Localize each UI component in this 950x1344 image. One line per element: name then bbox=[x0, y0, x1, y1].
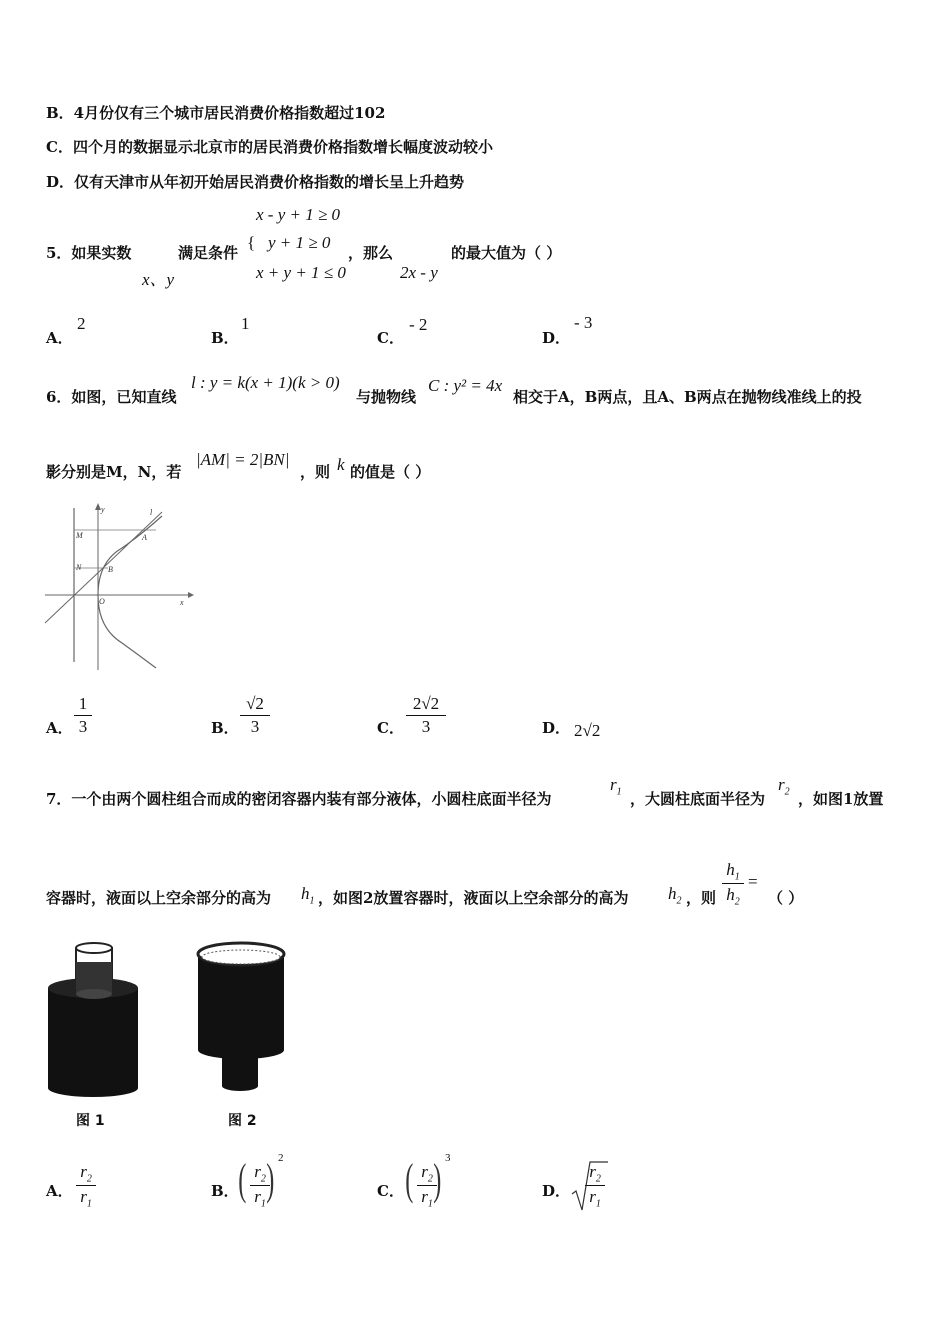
q6-parabola-figure bbox=[40, 500, 200, 675]
q5-option-c-value: - 2 bbox=[409, 315, 428, 334]
q5-option-c-label: C． bbox=[377, 329, 404, 347]
q7-text-5: ，如图2放置容器时，液面以上空余部分的高为 bbox=[318, 889, 629, 907]
q6-condition: |AM| = 2|BN| bbox=[196, 450, 290, 469]
q6-option-b-den: 3 bbox=[250, 717, 260, 736]
q6-option-d-label: D． bbox=[542, 719, 571, 737]
q7-text-6: ，则 bbox=[686, 889, 717, 907]
q7-option-a-label: A． bbox=[46, 1182, 73, 1200]
q5-text-2: 满足条件 bbox=[178, 244, 239, 262]
q6-option-a-fraction bbox=[74, 694, 92, 737]
q7-text-1: 7．一个由两个圆柱组合而成的密闭容器内装有部分液体，小圆柱底面半径为 bbox=[46, 790, 552, 808]
q7-container-figures bbox=[44, 940, 304, 1100]
label-y: y bbox=[101, 505, 105, 514]
q6-text-4: 影分别是M，N，若 bbox=[46, 463, 182, 481]
q7-r1: $r_1$ bbox=[610, 775, 622, 798]
q7-equals: = bbox=[748, 872, 758, 891]
q6-option-a-label: A． bbox=[46, 719, 73, 737]
q5-constraint-2: y + 1 ≥ 0 bbox=[268, 233, 331, 252]
q7-option-b-fraction: $r_2$ $r_1$ bbox=[250, 1162, 270, 1210]
q6-option-c-num: 2√2 bbox=[412, 694, 440, 713]
q7-r2: $r_2$ bbox=[778, 775, 790, 798]
q4-option-c: C．四个月的数据显示北京市的居民消费价格指数增长幅度波动较小 bbox=[46, 138, 493, 156]
label-m: M bbox=[76, 531, 83, 540]
q7-text-4: 容器时，液面以上空余部分的高为 bbox=[46, 889, 272, 907]
q5-text-3: ，那么 bbox=[348, 244, 394, 262]
q7-option-b-right-paren: ) bbox=[266, 1155, 275, 1204]
q6-option-b-fraction bbox=[240, 694, 270, 737]
q6-option-c-den: 3 bbox=[421, 717, 431, 736]
q7-figure-1-caption: 图 1 bbox=[76, 1113, 105, 1129]
q7-option-c-power: 3 bbox=[445, 1152, 451, 1164]
q7-figure-2-caption: 图 2 bbox=[228, 1113, 257, 1129]
container-figure-2 bbox=[198, 943, 284, 1091]
q5-constraint-3: x + y + 1 ≤ 0 bbox=[256, 263, 346, 282]
q6-parabola-equation: C : y² = 4x bbox=[428, 376, 503, 395]
q6-text-2: 与抛物线 bbox=[356, 388, 417, 406]
q6-option-a-num: 1 bbox=[78, 694, 88, 713]
q7-option-c-left-paren: ( bbox=[405, 1155, 414, 1204]
q5-option-b-value: 1 bbox=[241, 314, 250, 333]
parabola-upper bbox=[98, 516, 162, 595]
q7-option-d-fraction: $r_2$ $r_1$ bbox=[585, 1162, 605, 1210]
q7-text-3: ，如图1放置 bbox=[798, 790, 884, 808]
q6-line-equation: l : y = k(x + 1)(k > 0) bbox=[191, 373, 340, 392]
q5-option-a-value: 2 bbox=[77, 314, 86, 333]
q7-option-c-right-paren: ) bbox=[433, 1155, 442, 1204]
x-axis-arrow bbox=[188, 592, 194, 598]
label-a: A bbox=[142, 533, 147, 542]
q7-option-b-label: B． bbox=[211, 1182, 239, 1200]
label-n: N bbox=[76, 563, 82, 572]
q6-text-3: 相交于A，B两点，且A、B两点在抛物线准线上的投 bbox=[513, 388, 862, 406]
q6-option-b-label: B． bbox=[211, 719, 239, 737]
q7-ratio-fraction bbox=[722, 860, 744, 908]
q7-option-d-label: D． bbox=[542, 1182, 571, 1200]
label-o: O bbox=[99, 597, 105, 606]
q6-option-c-label: C． bbox=[377, 719, 404, 737]
q6-text-6: 的值是（ ） bbox=[350, 463, 431, 481]
container-figure-1 bbox=[48, 943, 138, 1097]
q7-text-7: （ ） bbox=[768, 889, 804, 907]
q5-option-d-value: - 3 bbox=[574, 313, 593, 332]
q5-brace: { bbox=[247, 233, 256, 252]
q5-option-d-label: D． bbox=[542, 329, 571, 347]
q5-option-a-label: A． bbox=[46, 329, 73, 347]
q7-option-b-left-paren: ( bbox=[238, 1155, 247, 1204]
q7-h2: $h_2$ bbox=[668, 884, 682, 907]
q4-option-b: B．4月份仅有三个城市居民消费价格指数超过102 bbox=[46, 104, 386, 122]
parabola-lower bbox=[98, 595, 156, 668]
q6-option-c-fraction bbox=[406, 694, 446, 737]
q6-option-b-num: √2 bbox=[246, 694, 264, 713]
q7-ratio-num: $h_1$ bbox=[726, 860, 740, 883]
q5-text-1: 5．如果实数 bbox=[46, 244, 132, 262]
label-l: l bbox=[150, 508, 153, 517]
q7-option-b-power: 2 bbox=[278, 1152, 284, 1164]
q5-expression: 2x - y bbox=[400, 263, 438, 282]
q4-option-d: D．仅有天津市从年初开始居民消费价格指数的增长呈上升趋势 bbox=[46, 173, 465, 191]
q7-option-c-label: C． bbox=[377, 1182, 404, 1200]
q5-constraint-1: x - y + 1 ≥ 0 bbox=[256, 205, 341, 224]
q6-text-5: ，则 bbox=[300, 463, 331, 481]
label-x: x bbox=[180, 598, 184, 607]
q6-text-1: 6．如图，已知直线 bbox=[46, 388, 177, 406]
q5-option-b-label: B． bbox=[211, 329, 239, 347]
q7-option-c-fraction: $r_2$ $r_1$ bbox=[417, 1162, 437, 1210]
q6-k: k bbox=[337, 455, 345, 474]
q7-h1: $h_1$ bbox=[301, 884, 315, 907]
q7-ratio-den: $h_2$ bbox=[726, 885, 740, 908]
label-b: B bbox=[108, 565, 113, 574]
q7-text-2: ，大圆柱底面半径为 bbox=[630, 790, 766, 808]
q6-option-d-value: 2√2 bbox=[574, 721, 601, 740]
q5-vars: x、y bbox=[142, 270, 175, 289]
q6-option-a-den: 3 bbox=[78, 717, 88, 736]
q5-text-4: 的最大值为（ ） bbox=[451, 244, 562, 262]
q7-option-a-fraction: $r_2$ $r_1$ bbox=[76, 1162, 96, 1210]
